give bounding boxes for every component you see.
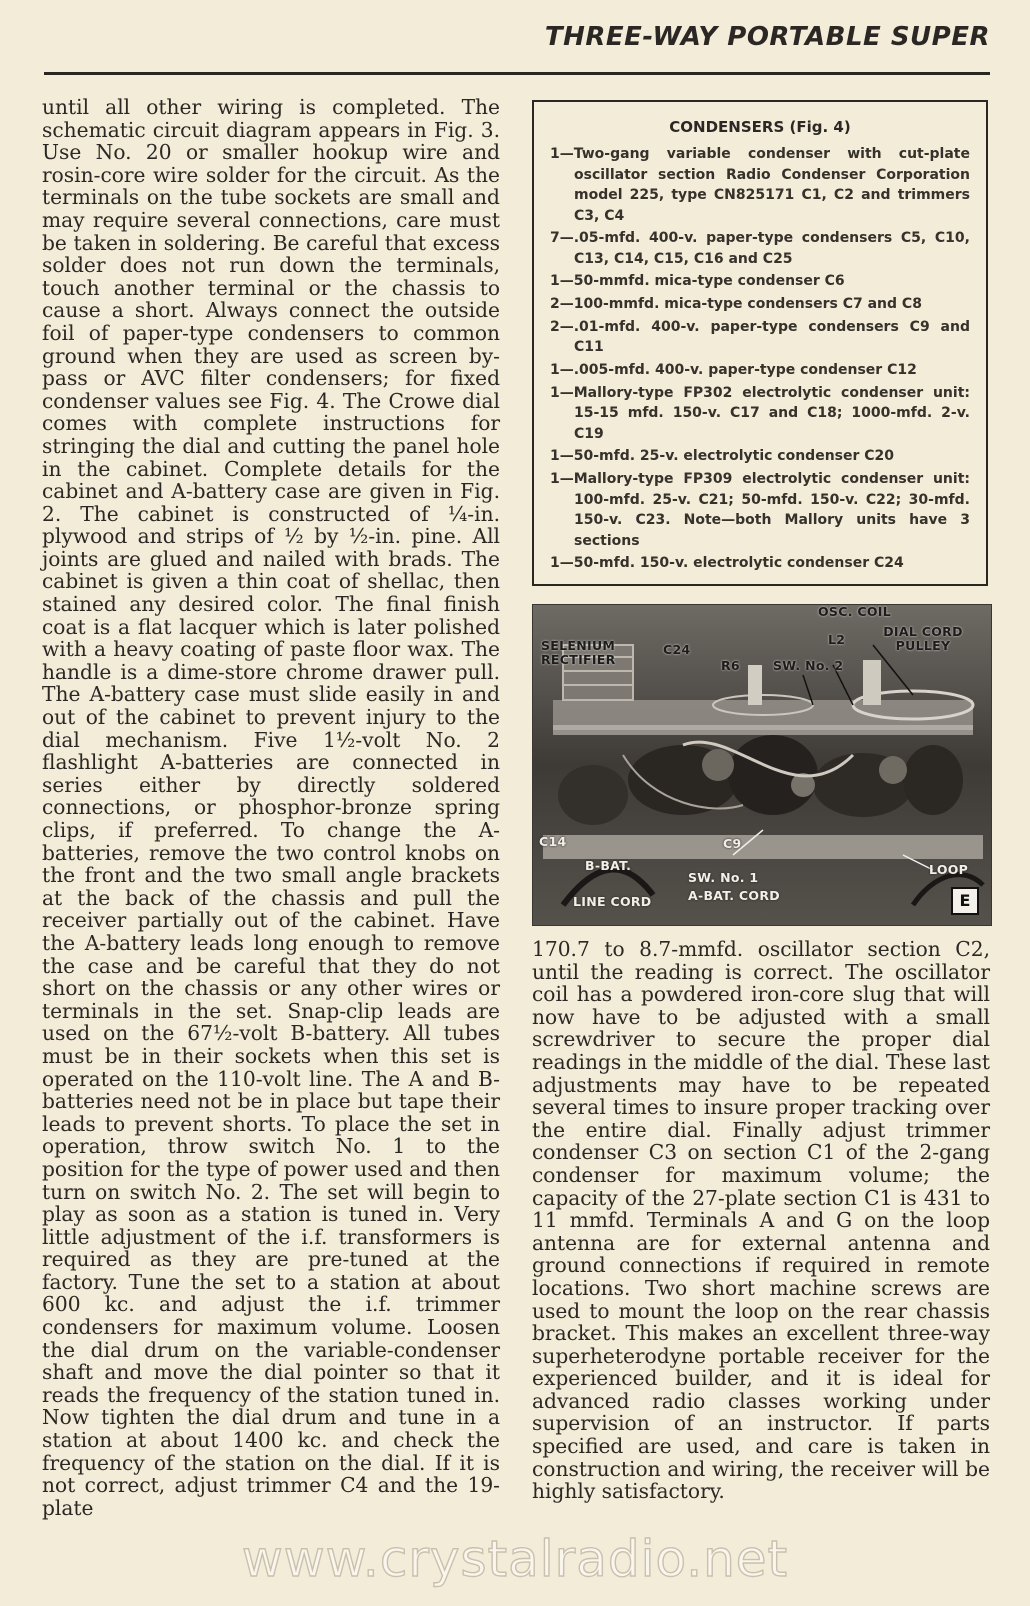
- left-column: [42, 96, 500, 1519]
- condenser-item: 1—50-mfd. 150-v. electrolytic condenser C24: [550, 555, 904, 572]
- label-c14: C14: [539, 834, 567, 849]
- right-column: [532, 938, 990, 1503]
- condenser-item: 1—.005-mfd. 400-v. paper-type condenser C12: [550, 361, 917, 378]
- condenser-item: 1—Mallory-type FP309 electrolytic condenser unit: 100-mfd. 25-v. C21; 50-mfd. 150-v. C22; 30-mfd. 150-v. C23. Note—both Mallory units have 3 sections: [550, 471, 970, 549]
- label-b-bat: B-BAT.: [585, 858, 632, 873]
- chassis-photo: [532, 604, 992, 926]
- body-text-right: 170.7 to 8.7-mmfd. oscillator section C2, until the reading is correct. The oscillator coil has a powdered iron-core slug that will now have to be adjusted with a small screwdriver to secure the proper dial readings in the middle of the dial. These last adjustments may have to be repeated several times to insure proper tracking over the entire dial. Finally adjust trimmer condenser C3 on section C1 of the 2-gang condenser for maximum volume; the capacity of the 27-plate section C1 is 431 to 11 mmfd. Terminals A and G on the loop antenna are for external antenna and ground connections if required in remote locations. Two short machine screws are used to mount the loop on the rear chassis bracket. This makes an excellent three-way superheterodyne portable receiver for the experienced builder, and it is ideal for advanced radio classes working under supervision of an instructor. If parts specified are used, and care is taken in construction and wiring, the receiver will be highly satisfactory.: [532, 937, 990, 1504]
- label-c9: C9: [723, 836, 742, 851]
- label-c24: C24: [663, 642, 691, 657]
- condensers-title: CONDENSERS (Fig. 4): [669, 118, 851, 136]
- condenser-item: 1—50-mfd. 25-v. electrolytic condenser C20: [550, 448, 895, 465]
- label-line-cord: LINE CORD: [573, 894, 652, 909]
- page-title: THREE-WAY PORTABLE SUPER: [544, 22, 990, 52]
- label-a-bat-cord: A-BAT. CORD: [688, 888, 780, 903]
- figure-letter-badge: E: [951, 887, 979, 915]
- label-sw-no2: SW. No. 2: [773, 658, 844, 673]
- condenser-item: 1—50-mmfd. mica-type condenser C6: [550, 273, 845, 290]
- condenser-item: 7—.05-mfd. 400-v. paper-type condensers C5, C10, C13, C14, C15, C16 and C25: [550, 230, 970, 267]
- label-r6: R6: [721, 658, 740, 673]
- label-dial-cord-pulley: DIAL CORD PULLEY: [883, 624, 963, 653]
- condenser-item: 1—Two-gang variable condenser with cut-plate oscillator section Radio Condenser Corporation model 225, type CN825171 C1, C2 and trimmers C3, C4: [550, 146, 970, 224]
- label-loop: LOOP: [929, 862, 969, 877]
- watermark: www.crystalradio.net: [241, 1530, 789, 1588]
- label-l2: L2: [828, 632, 846, 647]
- condenser-item: 2—100-mmfd. mica-type condensers C7 and C8: [550, 296, 922, 313]
- label-sw-no1: SW. No. 1: [688, 870, 759, 885]
- condensers-parts-box: [532, 100, 988, 586]
- condenser-item: 1—Mallory-type FP302 electrolytic condenser unit: 15-15 mfd. 150-v. C17 and C18; 1000-mfd. 2-v. C19: [550, 384, 970, 442]
- condenser-item: 2—.01-mfd. 400-v. paper-type condensers C9 and C11: [550, 318, 970, 356]
- body-text-left: until all other wiring is completed. The schematic circuit diagram appears in Fig. 3. Use No. 20 or smaller hookup wire and rosin-core wire solder for the circuit. As the terminals on the tube sockets are small and may require several connections, care must be taken in soldering. Be careful that excess solder does not run down the terminals, touch another terminal or the chassis to cause a short. Always connect the outside foil of paper-type condensers to common ground when they are used as screen by-pass or AVC filter condensers; for fixed condenser values see Fig. 4. The Crowe dial comes with complete instructions for stringing the dial and cutting the panel hole in the cabinet. Complete details for the cabinet and A-battery case are given in Fig. 2. The cabinet is constructed of ¼-in. plywood and strips of ½ by ½-in. pine. All joints are glued and nailed with brads. The cabinet is given a thin coat of shellac, then stained any desired color. The final finish coat is a flat lacquer which is later polished with a heavy coating of paste floor wax. The handle is a dime-store chrome drawer pull. The A-battery case must slide easily in and out of the cabinet to prevent injury to the dial mechanism. Five 1½-volt No. 2 flashlight A-batteries are connected in series either by directly soldered connections, or phosphor-bronze spring clips, if preferred. To change the A-batteries, remove the two control knobs on the front and the two small angle brackets at the back of the chassis and pull the receiver partially out of the cabinet. Have the A-battery leads long enough to remove the case and be careful that they do not short on the chassis or any other wires or terminals in the set. Snap-clip leads are used on the 67½-volt B-battery. All tubes must be in their sockets when this set is operated on the 110-volt line. The A and B-batteries need not be in place but tape their leads to prevent shorts. To place the set in operation, throw switch No. 1 to the position for the type of power used and then turn on switch No. 2. The set will begin to play as soon as a station is tuned in. Very little adjustment of the i.f. transformers is required as they are pre-tuned at the factory. Tune the set to a station at about 600 kc. and adjust the i.f. trimmer condensers for maximum volume. Loosen the dial drum on the variable-condenser shaft and move the dial pointer so that it reads the frequency of the station tuned in. Now tighten the dial drum and tune in a station at about 1400 kc. and check the frequency of the station on the dial. If it is not correct, adjust trimmer C4 and the 19-plate: [42, 95, 500, 1520]
- label-osc-coil: OSC. COIL: [818, 604, 892, 619]
- condensers-list: [550, 144, 970, 574]
- page-header: [44, 22, 990, 75]
- label-selenium-rectifier: SELENIUM RECTIFIER: [541, 638, 616, 667]
